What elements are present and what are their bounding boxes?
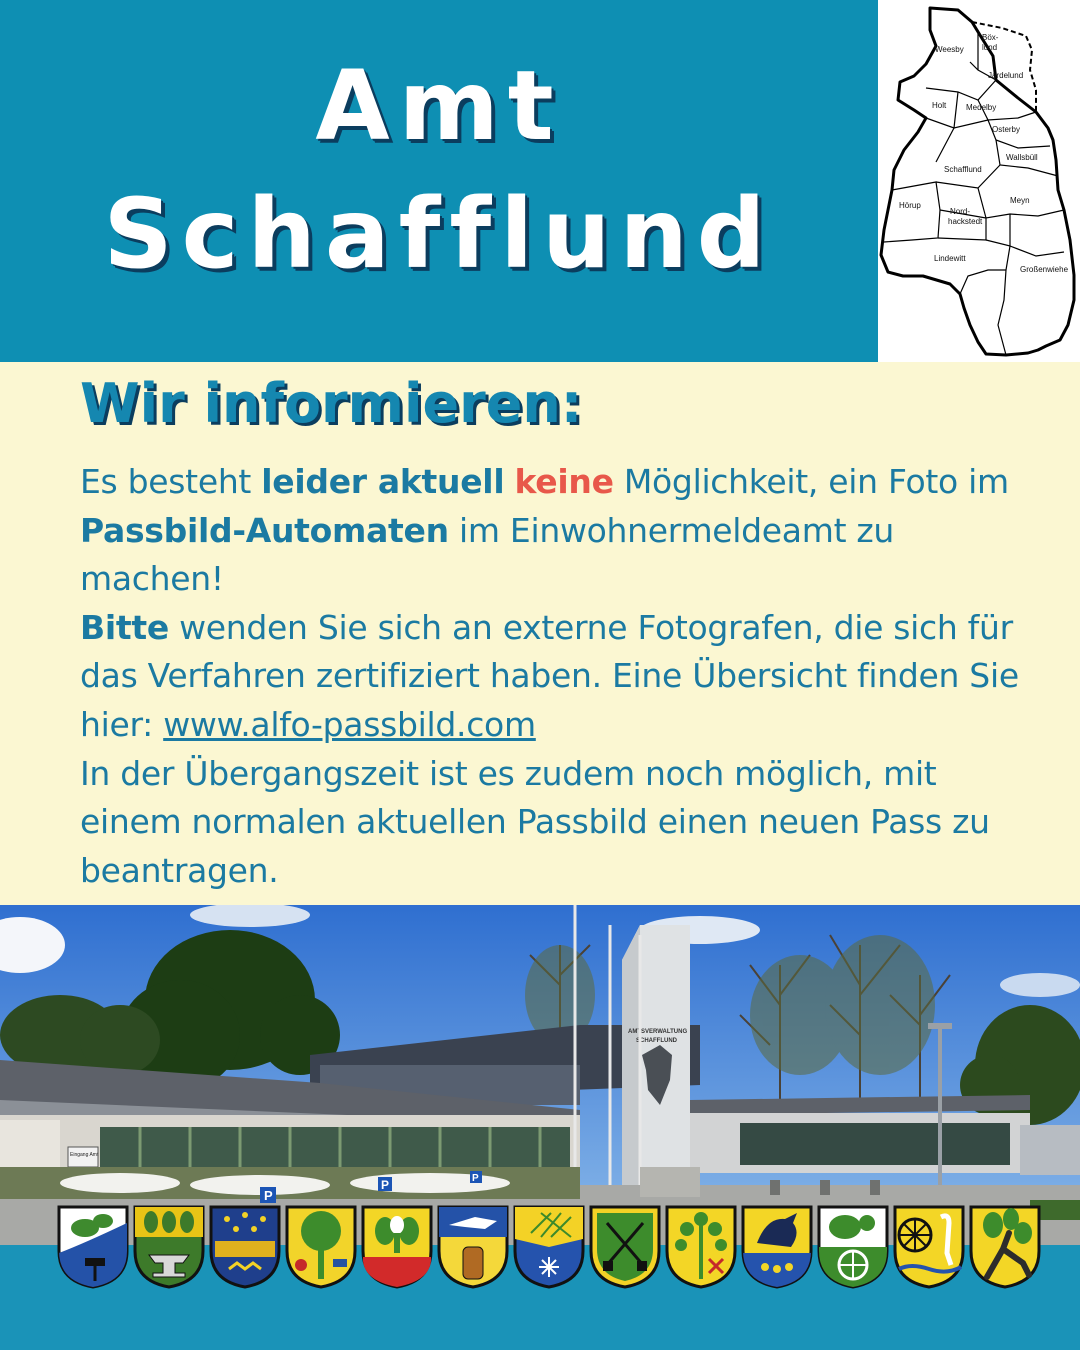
- info-text: [504, 462, 514, 501]
- tower-sign-line-2: SCHAFFLUND: [636, 1038, 677, 1044]
- plow-barrel-crest: [435, 1203, 511, 1289]
- oak-branch-crest: [967, 1203, 1043, 1289]
- map-label-boexlund-2: lund: [982, 43, 998, 52]
- info-text: wenden Sie sich an externe Fotografen, die sich für das Verfahren zertifiziert haben. Eine Übersicht finden Sie hier:: [80, 607, 1019, 744]
- map-label-holt: Holt: [932, 101, 947, 110]
- map-label-grossenwiehe: Großenwiehe: [1020, 265, 1069, 274]
- map-label-nordhackstedt-1: Nord-: [950, 207, 971, 216]
- info-text-bold: Passbild-Automaten: [80, 510, 449, 550]
- map-label-weesby: Weesby: [935, 45, 964, 54]
- page-title-line-1: Amt: [315, 50, 563, 162]
- info-heading: Wir informieren:: [80, 372, 583, 435]
- district-map: [878, 0, 1080, 362]
- oak-leaves-plow-crest: [55, 1203, 131, 1289]
- info-text: Es besteht: [80, 462, 262, 501]
- leaves-anvil-crest: [131, 1203, 207, 1289]
- district-map-outline: [878, 0, 1080, 362]
- stars-bridge-crest: [207, 1203, 283, 1289]
- map-label-lindewitt: Lindewitt: [934, 254, 966, 263]
- parking-sign-1: P: [264, 1188, 273, 1203]
- info-text-bold: Bitte: [80, 607, 169, 647]
- municipality-crests: [55, 1203, 1027, 1289]
- parking-sign-3: P: [472, 1173, 479, 1184]
- map-label-wallsbuell: Wallsbüll: [1006, 153, 1038, 162]
- leaf-wheel-crest: [815, 1203, 891, 1289]
- alfo-passbild-link[interactable]: www.alfo-passbild.com: [163, 704, 536, 744]
- info-panel: [0, 362, 1080, 905]
- info-text: In der Übergangszeit ist es zudem noch möglich, mit einem normalen aktuellen Passbild einen neuen Pass zu beantragen.: [80, 753, 990, 890]
- parking-sign-2: P: [381, 1178, 390, 1192]
- info-text-bold: leider aktuell: [261, 462, 505, 501]
- info-text-highlight: keine: [514, 462, 614, 501]
- map-label-hoerup: Hörup: [899, 201, 921, 210]
- crossed-tools-crest: [587, 1203, 663, 1289]
- map-label-osterby: Osterby: [992, 125, 1021, 134]
- town-hall-illustration: [0, 905, 1080, 1245]
- map-label-boexlund-1: Böx-: [982, 33, 999, 42]
- entrance-sign: Eingang Amt: [70, 1152, 99, 1158]
- map-label-medelby: Medelby: [966, 103, 997, 112]
- net-snowflake-crest: [511, 1203, 587, 1289]
- title-box: [0, 0, 878, 362]
- info-text: Möglichkeit, ein Foto im: [613, 462, 1009, 501]
- raven-crest: [739, 1203, 815, 1289]
- map-label-meyn: Meyn: [1010, 196, 1030, 205]
- tree-crest: [283, 1203, 359, 1289]
- tower-sign-line-1: AMTSVERWALTUNG: [628, 1029, 688, 1035]
- header: [0, 0, 1080, 362]
- info-body: [80, 458, 1040, 895]
- map-label-nordhackstedt-2: hackstedt: [948, 217, 983, 226]
- hops-crest: [663, 1203, 739, 1289]
- acorn-wall-crest: [359, 1203, 435, 1289]
- info-text: im Einwohnermeldeamt zu machen!: [80, 510, 895, 599]
- town-hall-photo: [0, 905, 1080, 1245]
- page-title-line-2: Schafflund: [103, 178, 775, 290]
- map-label-schafflund: Schafflund: [944, 165, 982, 174]
- map-label-jardelund: Jardelund: [988, 71, 1024, 80]
- mill-wheel-heron-crest: [891, 1203, 967, 1289]
